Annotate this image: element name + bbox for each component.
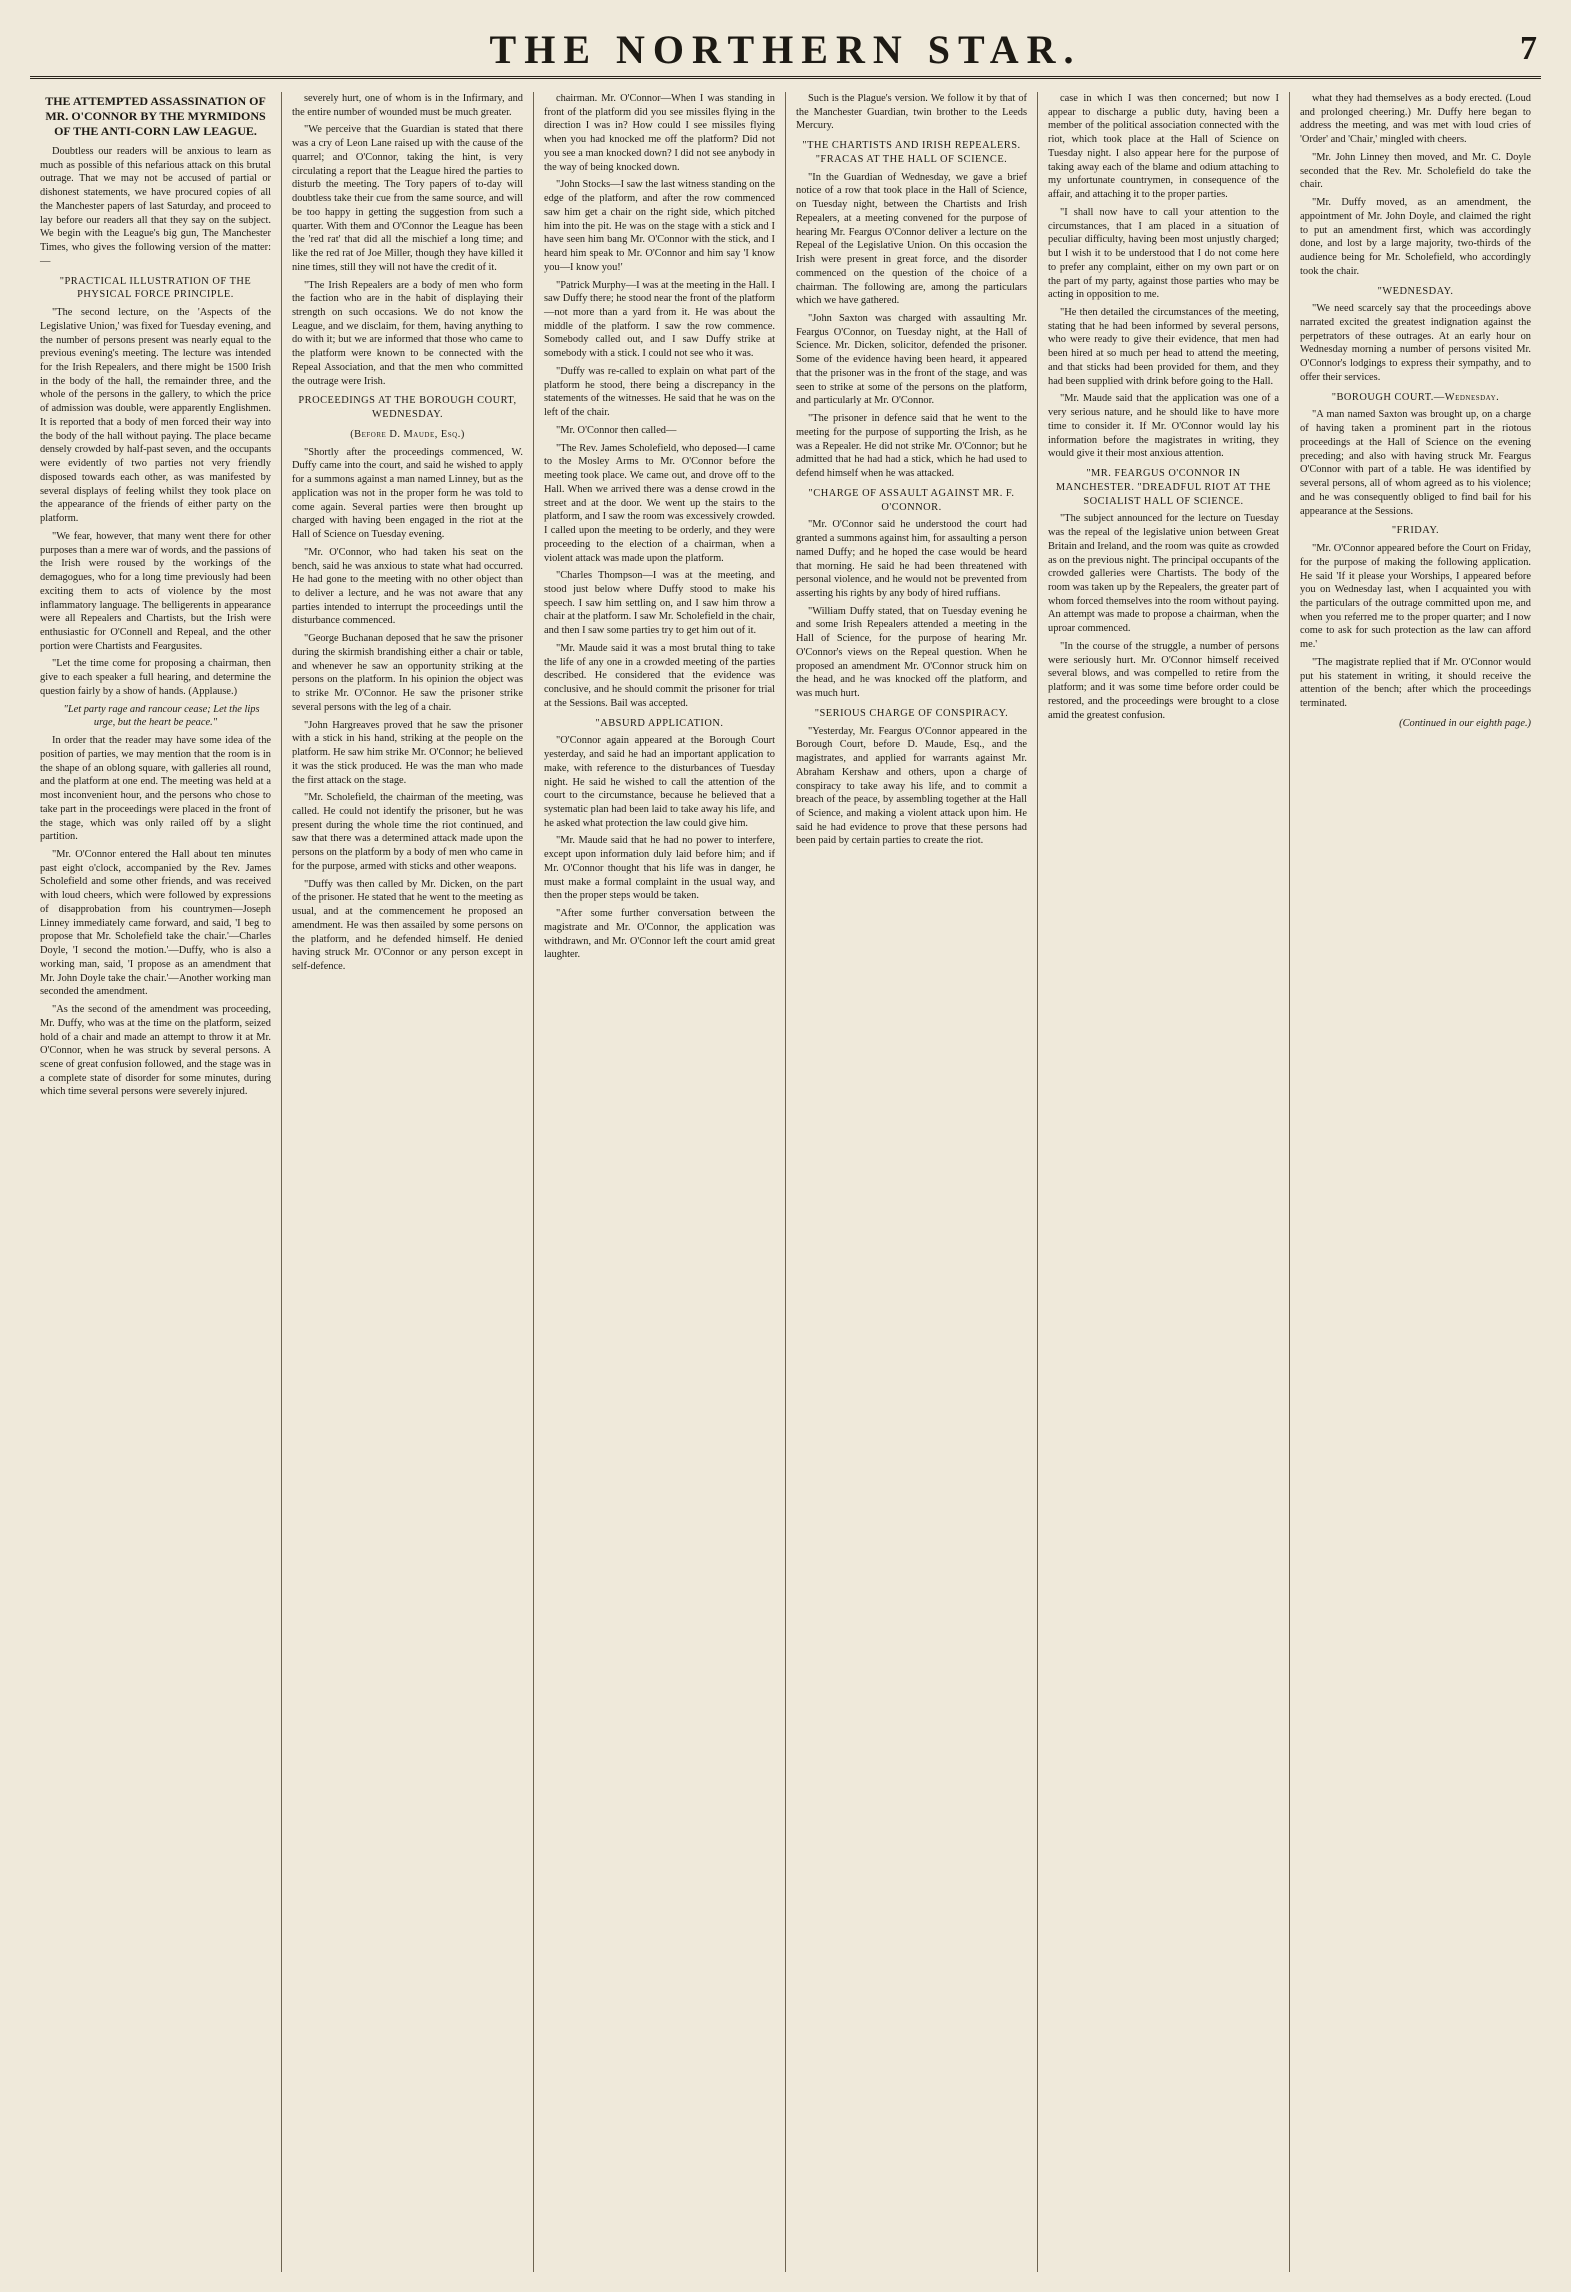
verse-quote: "Let party rage and rancour cease; Let the lips urge, but the heart be peace." [63, 703, 260, 729]
paragraph: "The subject announced for the lecture on Tuesday was the repeal of the legislative union between Great Britain and Ireland, and the room was quite as crowded as on the previous night. The principal occupants of the crowded galleries were Chartists. The body of the room was taken up by the Repealers, the greater part of whom forced themselves into the room without paying. An attempt was made to propose a chairman, when the uproar commenced. [1048, 513, 1279, 635]
paragraph: "Patrick Murphy—I was at the meeting in the Hall. I saw Duffy there; he stood near the front of the platform—not more than a yard from it. He was about the middle of the platform. I saw the row commence. Somebody called out, and I saw Duffy strike at somebody with a stick. I could not see who it was. [544, 279, 775, 360]
masthead [30, 20, 1541, 79]
paragraph: "I shall now have to call your attention to the circumstances, that I am placed in a situation of peculiar difficulty, having been most unjustly charged; but I wish it to be understood that I do not come here to prefer any complaint, either on my own part or on the part of my party, against those parties who may be acting in opposition to me. [1048, 206, 1279, 301]
section-subhead: "CHARGE OF ASSAULT AGAINST MR. F. O'CONNOR. [808, 487, 1015, 513]
section-subhead: "FRIDAY. [1391, 525, 1440, 537]
paragraph: Such is the Plague's version. We follow it by that of the Manchester Guardian, twin brother to the Leeds Mercury. [796, 93, 1027, 132]
column-2 [282, 92, 534, 2272]
column-6 [1290, 92, 1541, 2272]
section-subhead: "PRACTICAL ILLUSTRATION OF THE PHYSICAL FORCE PRINCIPLE. [59, 275, 252, 301]
article-headline: THE ATTEMPTED ASSASSINATION OF MR. O'CONNOR BY THE MYRMIDONS OF THE ANTI-CORN LAW LEAGUE. [45, 94, 266, 138]
paragraph: "We need scarcely say that the proceedings above narrated excited the greatest indignation against the perpetrators of these outrages. At an early hour on Wednesday morning a number of persons visited Mr. O'Connor's lodgings to express their sympathy, and to offer their services. [1300, 303, 1531, 383]
section-subhead: "ABSURD APPLICATION. [595, 717, 724, 729]
column-3 [534, 92, 786, 2272]
section-subhead: "SERIOUS CHARGE OF CONSPIRACY. [814, 707, 1009, 719]
paragraph: "Mr. O'Connor then called— [556, 424, 677, 436]
paragraph: "Mr. Maude said that the application was one of a very serious nature, and he should like to have more time to consider it. If Mr. O'Connor would lay his information before the magistrates in writing, they would give it their most anxious attention. [1048, 393, 1279, 460]
paragraph: "After some further conversation between the magistrate and Mr. O'Connor, the application was withdrawn, and Mr. O'Connor left the court amid great laughter. [544, 908, 775, 961]
section-subhead: "THE CHARTISTS AND IRISH REPEALERS. "FRACAS AT THE HALL OF SCIENCE. [802, 140, 1021, 165]
paragraph: "Mr. O'Connor said he understood the court had granted a summons against him, for assaulting a person named Duffy; and he hoped the case would be heard that morning. He said he had been threatened with personal violence, and he would not be prevented from asserting his rights by any body of hired ruffians. [796, 519, 1027, 599]
paragraph: "George Buchanan deposed that he saw the prisoner during the skirmish brandishing either a chair or table, and whenever he saw an opportunity striking at the persons on the platform. In his opinion the object was to strike Mr. O'Connor. He saw the prisoner strike several persons with the leg of a chair. [292, 633, 523, 713]
paragraph: case in which I was then concerned; but now I appear to discharge a public duty, having been a member of the political association connected with the riot, which took place at the Hall of Science on Tuesday night. I also appear here for the purpose of taking away each of the blame and odium attaching to my unfortunate countrymen, in consequence of the affair, and attaching it to the proper parties. [1048, 93, 1279, 201]
paragraph: "The magistrate replied that if Mr. O'Connor would put his statement in writing, it should receive the attention of the bench; after which the proceedings terminated. [1300, 656, 1531, 710]
section-subhead: "BOROUGH COURT.—Wednesday. [1331, 391, 1500, 403]
column-1 [30, 92, 282, 2272]
paragraph: "Mr. John Linney then moved, and Mr. C. Doyle seconded that the Rev. Mr. Scholefield do take the chair. [1300, 151, 1531, 191]
paragraph: "The prisoner in defence said that he went to the meeting for the purpose of supporting the Irish, as he was a Repealer. He did not strike Mr. O'Connor; but he admitted that he had had a stick, which he had used to defend himself when he was attacked. [796, 413, 1027, 480]
paragraph: chairman. Mr. O'Connor—When I was standing in front of the platform did you see missiles flying in the direction I was in? How could I see missiles flying when you had knocked me off the platform? Did not you see a man knocked down? I did not see anybody in the way of being knocked down. [544, 93, 775, 173]
paragraph: "O'Connor again appeared at the Borough Court yesterday, and said he had an important application to make, with reference to the disturbances of Tuesday night. He said he wished to call the attention of the court to the circumstance, because he believed that a systematic plan had been laid to take away his life, and he asked what protection the law could give him. [544, 735, 775, 829]
section-subhead: "MR. FEARGUS O'CONNOR IN MANCHESTER. "DREADFUL RIOT AT THE SOCIALIST HALL OF SCIENCE. [1055, 468, 1272, 507]
section-subhead: PROCEEDINGS AT THE BOROUGH COURT, WEDNESDAY. [298, 395, 517, 421]
paragraph: "Duffy was re-called to explain on what part of the platform he stood, there being a discrepancy in the statements of the witnesses. He said that he was on the left of the chair. [544, 365, 775, 419]
paragraph: "He then detailed the circumstances of the meeting, stating that he had been informed by several persons, who were ready to give their evidence, that men had been hired at so much per head to attend the meeting, and that sticks had been provided for them, and they had been supplied with drink before going to the Hall. [1048, 307, 1279, 387]
paragraph: "Yesterday, Mr. Feargus O'Connor appeared in the Borough Court, before D. Maude, Esq., and the magistrates, and applied for warrants against Mr. Abraham Kershaw and others, upon a charge of conspiracy to take away his life, and to commit a breach of the peace, by assembling together at the Hall of Science, and making a violent attack upon him. He said he had evidence to prove that these persons had been paid by certain parties to create the riot. [796, 725, 1027, 847]
paragraph: "John Stocks—I saw the last witness standing on the edge of the platform, and after the row commenced saw him get a chair on the right side, which pitched him into the pit. He was on the stage with a stick and I have seen him bang Mr. O'Connor with the stick, and I heard him speak to Mr. O'Connor and him say 'I know you—I know you!' [544, 179, 775, 273]
paragraph: "Let the time come for proposing a chairman, then give to each speaker a full hearing, and determine the question fairly by a show of hands. (Applause.) [40, 658, 271, 697]
paragraph: "We fear, however, that many went there for other purposes than a mere war of words, and the passions of the Irish were roused by the workings of the demagogues, who for a long time previously had been exciting them to acts of violence by the most inflammatory language. The belligerents in appearance were all Repealers and Chartists, but the Irish were enthusiastic for O'Connell and Repeal, and the other portion were Chartists and Feargusites. [40, 530, 271, 652]
paragraph: "Charles Thompson—I was at the meeting, and stood just below where Duffy stood to make his speech. I saw him settling on, and I saw him throw a chair at the platform. I saw Mr. Scholefield in the chair, and then I saw some parties try to get him out of it. [544, 570, 775, 637]
paragraph: "Mr. Maude said it was a most brutal thing to take the life of any one in a crowded meeting of the parties described. He considered that the evidence was conclusive, and he should commit the prisoner for trial at the Sessions. Bail was accepted. [544, 642, 775, 709]
paragraph: "Mr. Scholefield, the chairman of the meeting, was called. He could not identify the prisoner, but he was present during the whole time the riot continued, and saw that there was a determined attack made upon the persons on the platform by a body of men who came in for the purpose, armed with sticks and other weapons. [292, 792, 523, 872]
paragraph: "Mr. Duffy moved, as an amendment, the appointment of Mr. John Doyle, and claimed the right to put an amendment first, which was accordingly done, and lost by a large majority, two-thirds of the audience being for Mr. Scholefield, who accordingly took the chair. [1300, 197, 1531, 277]
paragraph: "A man named Saxton was brought up, on a charge of having taken a prominent part in the riotous proceedings at the Hall of Science on the evening preceding; and also with having struck Mr. Feargus O'Connor with part of a table. He was identified by several persons, all of whom agreed as to his violence; and he was consequently obliged to find bail for his appearance at the Sessions. [1300, 409, 1531, 517]
paragraph: "John Saxton was charged with assaulting Mr. Feargus O'Connor, on Tuesday night, at the Hall of Science. Mr. Dicken, solicitor, defended the prisoner. Some of the evidence having been heard, it appeared that the prisoner was in the front of the stage, and was seen to strike at some of the persons on the platform, and particularly at Mr. O'Connor. [796, 313, 1027, 407]
paragraph: "We perceive that the Guardian is stated that there was a cry of Leon Lane raised up with the cause of the quarrel; and O'Connor, taking the hint, is very circulating a report that the League hired the parties to disturb the meeting. The Tory papers of to-day will doubtless take their cue from the same source, and will be too happy in getting the suggestion from such a quarter. With them and O'Connor the League has been the 'red rat' that did all the mischief a long time; and like the red rat of Joe Miller, though they have killed it nine times, still they will not have the credit of it. [292, 124, 523, 273]
page-number: 7 [1520, 30, 1537, 67]
paragraph: In order that the reader may have some idea of the position of parties, we may mention that the room is in the shape of an oblong square, with galleries all round, and the platform at one end. The meeting was held at a most inconvenient hour, and the persons who chose to take part in the proceedings were placed in the front of the stage, which was only railed off by a slight partition. [40, 735, 271, 843]
paragraph: Doubtless our readers will be anxious to learn as much as possible of this nefarious attack on this brutal outrage. That we may not be accused of partial or dishonest statements, we have procured copies of all the Manchester papers of last Saturday, and proceed to lay before our readers all that they say on the subject. We begin with the League's big gun, The Manchester Times, who gives the following version of the matter:— [40, 146, 271, 267]
paragraph: "Mr. Maude said that he had no power to interfere, except upon information duly laid before him; and if Mr. O'Connor thought that his life was in danger, he must make a formal complaint in the usual way, and then the proper steps would be taken. [544, 835, 775, 902]
paragraph: "In the Guardian of Wednesday, we gave a brief notice of a row that took place in the Hall of Science, on Tuesday night, between the Chartists and Irish Repealers, at a meeting convened for the purpose of hearing Mr. Feargus O'Connor deliver a lecture on the Repeal of the Legislative Union. On this occasion the Irish were present in great force, and the disorder commenced on the question of the choice of a chairman. The following are, among the particulars which we have gathered. [796, 171, 1027, 307]
paragraph: "William Duffy stated, that on Tuesday evening he and some Irish Repealers attended a meeting in the Hall of Science, for the purpose of hearing Mr. O'Connor's views on the Repeal question. When he proposed an amendment Mr. O'Connor struck him on the head, and he was knocked off the platform, and was much hurt. [796, 605, 1027, 700]
paragraph: "Mr. O'Connor, who had taken his seat on the bench, said he was anxious to state what had occurred. He had gone to the meeting with no other object than to deliver a lecture, and he was not aware that any parties intended to interrupt the proceedings until the disturbance commenced. [292, 546, 523, 627]
paragraph: severely hurt, one of whom is in the Infirmary, and the entire number of wounded must be much greater. [292, 93, 523, 118]
paragraph: what they had themselves as a body erected. (Loud and prolonged cheering.) Mr. Duffy here began to address the meeting, and was met with loud cries of 'Order' and 'Chair,' mingled with cheers. [1300, 93, 1531, 146]
paragraph: "In the course of the struggle, a number of persons were seriously hurt. Mr. O'Connor himself received several blows, and was compelled to retire from the platform; and it was some time before order could be restored, and the proceedings were brought to a close amid the greatest confusion. [1048, 640, 1279, 721]
column-4 [786, 92, 1038, 2272]
paragraph: "Mr. O'Connor appeared before the Court on Friday, for the purpose of making the following application. He said 'If it please your Worships, I appeared before you on Wednesday last, when I acquainted you with the particulars of the outrage committed upon me, and when you referred me to the proper quarter; and I now come to ask for such protection as the law can afford me.' [1300, 543, 1531, 651]
paragraph: "The Rev. James Scholefield, who deposed—I came to the Mosley Arms to Mr. O'Connor before the meeting took place. We came out, and drove off to the Hall. When we arrived there was a dense crowd in the street and at the door. We went up the stairs to the platform, and I saw the room was excessively crowded. I called upon the meeting to be orderly, and they were proceeding to the election of a chairman, when a violent attack was made upon the platform. [544, 442, 775, 564]
section-subhead-byline: (Before D. Maude, Esq.) [350, 428, 465, 440]
continued-note: (Continued in our eighth page.) [1399, 717, 1531, 729]
paragraph: "Shortly after the proceedings commenced, W. Duffy came into the court, and said he wished to apply for a summons against a man named Linney, but as the application was not in the proper form he was told to come again. Several parties were then brought up charged with having been engaged in the riot at the Hall of Science on Tuesday evening. [292, 446, 523, 541]
paragraph: "Duffy was then called by Mr. Dicken, on the part of the prisoner. He stated that he went to the meeting as usual, and at the commencement he proposed an amendment. He was then assailed by some persons on the platform, and he defended himself. He denied having struck Mr. O'Connor or any person except in self-defence. [292, 878, 523, 973]
columns [30, 92, 1541, 2272]
newspaper-title: THE NORTHERN STAR. [489, 27, 1082, 72]
paragraph: "As the second of the amendment was proceeding, Mr. Duffy, who was at the time on the platform, seized hold of a chair and made an attempt to throw it at Mr. O'Connor, when he was struck by several persons. A scene of great confusion followed, and the stage was in a complete state of disorder for some minutes, during which time several persons were severely injured. [40, 1004, 271, 1098]
column-5 [1038, 92, 1290, 2272]
paragraph: "The Irish Repealers are a body of men who form the faction who are in the habit of displaying their strength on such occasions. We do not know the League, and we disclaim, for them, having anything to do with it; but we are informed that those who came to the platform were known to be connected with the Repeal Association, and that the men who committed the outrage were Irish. [292, 279, 523, 387]
section-subhead: "WEDNESDAY. [1377, 285, 1454, 297]
paragraph: "John Hargreaves proved that he saw the prisoner with a stick in his hand, striking at the people on the platform. He saw him strike Mr. O'Connor; he believed it was the stick produced. He was the man who made the first attack on the stage. [292, 719, 523, 786]
paragraph: "The second lecture, on the 'Aspects of the Legislative Union,' was fixed for Tuesday evening, and the number of persons present was nearly equal to the previous evening's meeting. The lecture was intended for the Irish Repealers, and there might be 1500 Irish in the body of the hall, the remainder three, and the whole of the persons in the gallery, to which the price of admission was double, were apparently Englishmen. It is reported that a body of men forced their way into the body of the hall without paying. The place became densely crowded by half-past seven, and the occupants were evidently of two parties not very friendly disposed towards each other, as was manifested by several displays of feeling whilst they took place on the appearance of the friends of either party on the platform. [40, 307, 271, 525]
paragraph: "Mr. O'Connor entered the Hall about ten minutes past eight o'clock, accompanied by the Rev. James Scholefield and some other friends, and was received with loud cheers, which were followed by expressions of disapprobation from his countrymen—Joseph Linney immediately came forward, and said, 'I beg to propose that Mr. Scholefield take the chair.'—Charles Doyle, 'I second the motion.'—Duffy, who is also a working man, said, 'I propose as an amendment that Mr. John Doyle take the chair.'—Another working man seconded the amendment. [40, 848, 271, 998]
